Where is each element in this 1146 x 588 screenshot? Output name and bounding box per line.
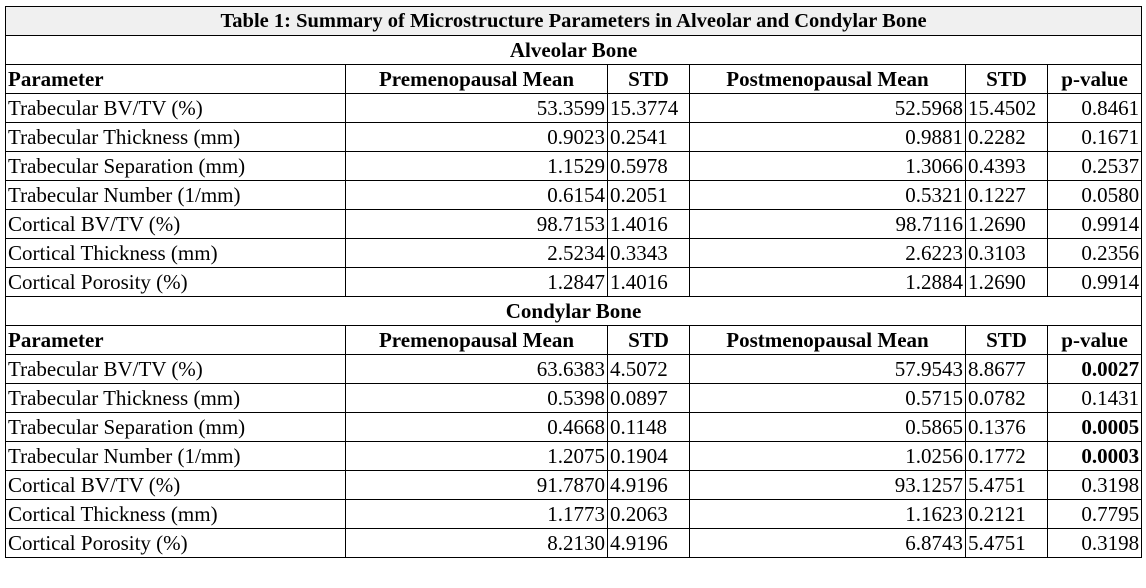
postmenopausal-std-cell: 1.2690 xyxy=(966,210,1048,239)
p-value-cell: 0.9914 xyxy=(1048,268,1142,297)
parameter-cell: Trabecular Separation (mm) xyxy=(6,413,346,442)
premenopausal-mean-cell: 1.1529 xyxy=(346,152,608,181)
parameter-cell: Trabecular Number (1/mm) xyxy=(6,181,346,210)
p-value-cell: 0.9914 xyxy=(1048,210,1142,239)
postmenopausal-std-cell: 0.3103 xyxy=(966,239,1048,268)
p-value-cell: 0.3198 xyxy=(1048,471,1142,500)
premenopausal-mean-cell: 0.4668 xyxy=(346,413,608,442)
header-row xyxy=(6,326,1142,355)
postmenopausal-std-cell: 0.0782 xyxy=(966,384,1048,413)
table-row xyxy=(6,384,1142,413)
parameter-cell: Trabecular Separation (mm) xyxy=(6,152,346,181)
postmenopausal-std-cell: 0.2282 xyxy=(966,123,1048,152)
header-premenopausal-mean: Premenopausal Mean xyxy=(346,326,608,355)
postmenopausal-mean-cell: 0.5321 xyxy=(690,181,966,210)
table-row xyxy=(6,442,1142,471)
header-premenopausal-mean: Premenopausal Mean xyxy=(346,65,608,94)
premenopausal-mean-cell: 98.7153 xyxy=(346,210,608,239)
postmenopausal-std-cell: 0.1376 xyxy=(966,413,1048,442)
premenopausal-std-cell: 0.2051 xyxy=(608,181,690,210)
parameter-cell: Trabecular Thickness (mm) xyxy=(6,123,346,152)
table-row xyxy=(6,181,1142,210)
header-pre-std: STD xyxy=(608,65,690,94)
postmenopausal-mean-cell: 0.5715 xyxy=(690,384,966,413)
postmenopausal-std-cell: 1.2690 xyxy=(966,268,1048,297)
premenopausal-mean-cell: 0.6154 xyxy=(346,181,608,210)
table-row xyxy=(6,94,1142,123)
p-value-cell: 0.0005 xyxy=(1048,413,1142,442)
header-row xyxy=(6,65,1142,94)
premenopausal-mean-cell: 53.3599 xyxy=(346,94,608,123)
premenopausal-std-cell: 0.1148 xyxy=(608,413,690,442)
premenopausal-mean-cell: 8.2130 xyxy=(346,529,608,558)
title-row xyxy=(6,7,1142,36)
postmenopausal-mean-cell: 0.5865 xyxy=(690,413,966,442)
postmenopausal-mean-cell: 2.6223 xyxy=(690,239,966,268)
premenopausal-std-cell: 4.9196 xyxy=(608,471,690,500)
postmenopausal-std-cell: 0.1227 xyxy=(966,181,1048,210)
table-body xyxy=(6,7,1142,558)
premenopausal-mean-cell: 1.2847 xyxy=(346,268,608,297)
postmenopausal-mean-cell: 1.0256 xyxy=(690,442,966,471)
parameter-cell: Trabecular BV/TV (%) xyxy=(6,94,346,123)
header-postmenopausal-mean: Postmenopausal Mean xyxy=(690,65,966,94)
premenopausal-mean-cell: 1.1773 xyxy=(346,500,608,529)
premenopausal-std-cell: 1.4016 xyxy=(608,268,690,297)
header-post-std: STD xyxy=(966,65,1048,94)
section-title: Condylar Bone xyxy=(6,297,1142,326)
table-row xyxy=(6,268,1142,297)
p-value-cell: 0.0027 xyxy=(1048,355,1142,384)
premenopausal-std-cell: 0.2063 xyxy=(608,500,690,529)
postmenopausal-mean-cell: 93.1257 xyxy=(690,471,966,500)
section-row xyxy=(6,36,1142,65)
parameter-cell: Trabecular BV/TV (%) xyxy=(6,355,346,384)
premenopausal-std-cell: 0.2541 xyxy=(608,123,690,152)
table-row xyxy=(6,413,1142,442)
postmenopausal-std-cell: 0.1772 xyxy=(966,442,1048,471)
postmenopausal-mean-cell: 52.5968 xyxy=(690,94,966,123)
header-postmenopausal-mean: Postmenopausal Mean xyxy=(690,326,966,355)
postmenopausal-mean-cell: 1.2884 xyxy=(690,268,966,297)
premenopausal-std-cell: 15.3774 xyxy=(608,94,690,123)
postmenopausal-mean-cell: 57.9543 xyxy=(690,355,966,384)
parameter-cell: Cortical Porosity (%) xyxy=(6,529,346,558)
parameter-cell: Cortical BV/TV (%) xyxy=(6,471,346,500)
premenopausal-std-cell: 4.9196 xyxy=(608,529,690,558)
postmenopausal-std-cell: 8.8677 xyxy=(966,355,1048,384)
table-row xyxy=(6,210,1142,239)
premenopausal-std-cell: 0.3343 xyxy=(608,239,690,268)
table-row xyxy=(6,500,1142,529)
premenopausal-mean-cell: 0.5398 xyxy=(346,384,608,413)
section-row xyxy=(6,297,1142,326)
premenopausal-std-cell: 0.0897 xyxy=(608,384,690,413)
premenopausal-mean-cell: 63.6383 xyxy=(346,355,608,384)
p-value-cell: 0.2537 xyxy=(1048,152,1142,181)
parameter-cell: Cortical Porosity (%) xyxy=(6,268,346,297)
table-title: Table 1: Summary of Microstructure Parameters in Alveolar and Condylar Bone xyxy=(6,7,1142,36)
section-title: Alveolar Bone xyxy=(6,36,1142,65)
header-parameter: Parameter xyxy=(6,326,346,355)
table-container xyxy=(5,6,1141,558)
postmenopausal-std-cell: 5.4751 xyxy=(966,529,1048,558)
parameter-cell: Cortical Thickness (mm) xyxy=(6,500,346,529)
table-row xyxy=(6,355,1142,384)
postmenopausal-mean-cell: 1.3066 xyxy=(690,152,966,181)
premenopausal-std-cell: 0.5978 xyxy=(608,152,690,181)
postmenopausal-std-cell: 5.4751 xyxy=(966,471,1048,500)
p-value-cell: 0.3198 xyxy=(1048,529,1142,558)
postmenopausal-mean-cell: 98.7116 xyxy=(690,210,966,239)
p-value-cell: 0.0580 xyxy=(1048,181,1142,210)
header-p-value: p-value xyxy=(1048,65,1142,94)
table-row xyxy=(6,152,1142,181)
premenopausal-mean-cell: 1.2075 xyxy=(346,442,608,471)
table-row xyxy=(6,239,1142,268)
postmenopausal-std-cell: 0.2121 xyxy=(966,500,1048,529)
parameter-cell: Trabecular Number (1/mm) xyxy=(6,442,346,471)
p-value-cell: 0.7795 xyxy=(1048,500,1142,529)
premenopausal-std-cell: 1.4016 xyxy=(608,210,690,239)
p-value-cell: 0.8461 xyxy=(1048,94,1142,123)
p-value-cell: 0.1671 xyxy=(1048,123,1142,152)
summary-table xyxy=(5,6,1142,558)
postmenopausal-mean-cell: 6.8743 xyxy=(690,529,966,558)
postmenopausal-std-cell: 15.4502 xyxy=(966,94,1048,123)
header-parameter: Parameter xyxy=(6,65,346,94)
header-p-value: p-value xyxy=(1048,326,1142,355)
header-post-std: STD xyxy=(966,326,1048,355)
table-row xyxy=(6,529,1142,558)
premenopausal-mean-cell: 2.5234 xyxy=(346,239,608,268)
premenopausal-std-cell: 0.1904 xyxy=(608,442,690,471)
parameter-cell: Cortical Thickness (mm) xyxy=(6,239,346,268)
header-pre-std: STD xyxy=(608,326,690,355)
postmenopausal-mean-cell: 0.9881 xyxy=(690,123,966,152)
premenopausal-mean-cell: 91.7870 xyxy=(346,471,608,500)
postmenopausal-mean-cell: 1.1623 xyxy=(690,500,966,529)
p-value-cell: 0.2356 xyxy=(1048,239,1142,268)
table-row xyxy=(6,471,1142,500)
p-value-cell: 0.1431 xyxy=(1048,384,1142,413)
table-row xyxy=(6,123,1142,152)
parameter-cell: Trabecular Thickness (mm) xyxy=(6,384,346,413)
postmenopausal-std-cell: 0.4393 xyxy=(966,152,1048,181)
parameter-cell: Cortical BV/TV (%) xyxy=(6,210,346,239)
p-value-cell: 0.0003 xyxy=(1048,442,1142,471)
premenopausal-mean-cell: 0.9023 xyxy=(346,123,608,152)
premenopausal-std-cell: 4.5072 xyxy=(608,355,690,384)
